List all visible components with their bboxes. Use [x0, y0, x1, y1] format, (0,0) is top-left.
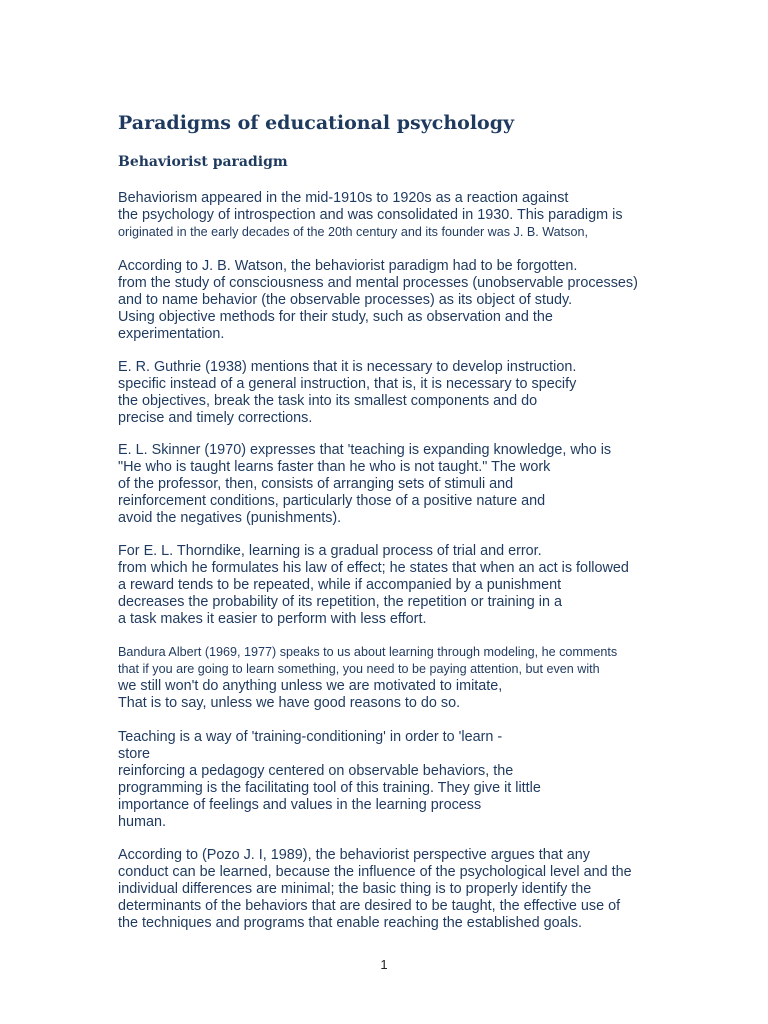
paragraph [118, 729, 541, 831]
text-line: avoid the negatives (punishments). [118, 510, 342, 526]
text-line: the objectives, break the task into its smallest components and do [118, 393, 538, 409]
paragraph [118, 847, 632, 932]
text-line: Teaching is a way of 'training-conditioning' in order to 'learn - [118, 729, 503, 745]
text-line: individual differences are minimal; the basic thing is to properly identify the [118, 881, 592, 897]
text-line: we still won't do anything unless we are motivated to imitate, [118, 678, 503, 694]
paragraph [118, 442, 611, 527]
page-number: 1 [380, 957, 388, 972]
text-line: E. R. Guthrie (1938) mentions that it is necessary to develop instruction. [118, 359, 577, 375]
text-line: specific instead of a general instruction, that is, it is necessary to specify [118, 376, 577, 392]
text-line: that if you are going to learn something, you need to be paying attention, but even with [118, 662, 600, 676]
text-line: E. L. Skinner (1970) expresses that 'teaching is expanding knowledge, who is [118, 442, 612, 458]
document-title: Paradigms of educational psychology [118, 112, 515, 134]
text-line: According to (Pozo J. I, 1989), the behaviorist perspective argues that any [118, 847, 590, 863]
text-line: a reward tends to be repeated, while if accompanied by a punishment [118, 577, 562, 593]
paragraph [118, 258, 638, 343]
paragraph [118, 543, 629, 628]
text-line: importance of feelings and values in the learning process [118, 797, 482, 813]
text-line: a task makes it easier to perform with less effort. [118, 611, 427, 627]
text-line: According to J. B. Watson, the behaviorist paradigm had to be forgotten. [118, 258, 578, 274]
text-line: conduct can be learned, because the influence of the psychological level and the [118, 864, 632, 880]
text-line: reinforcing a pedagogy centered on observable behaviors, the [118, 763, 514, 779]
text-line: For E. L. Thorndike, learning is a gradual process of trial and error. [118, 543, 542, 559]
text-line: from the study of consciousness and mental processes (unobservable processes) [118, 275, 638, 291]
text-line: the techniques and programs that enable reaching the established goals. [118, 915, 583, 931]
text-line: store [118, 746, 150, 762]
text-line: from which he formulates his law of effect; he states that when an act is followed [118, 560, 629, 576]
text-line: reinforcement conditions, particularly those of a positive nature and [118, 493, 546, 509]
text-line: Bandura Albert (1969, 1977) speaks to us about learning through modeling, he comments [118, 645, 618, 659]
paragraph [118, 644, 617, 712]
text-line: programming is the facilitating tool of this training. They give it little [118, 780, 541, 796]
text-line: of the professor, then, consists of arranging sets of stimuli and [118, 476, 514, 492]
section-heading: Behaviorist paradigm [118, 154, 288, 170]
text-line: decreases the probability of its repetition, the repetition or training in a [118, 594, 562, 610]
text-line: the psychology of introspection and was consolidated in 1930. This paradigm is [118, 207, 623, 223]
paragraph [118, 359, 576, 427]
text-line: determinants of the behaviors that are desired to be taught, the effective use of [118, 898, 621, 914]
text-line: Behaviorism appeared in the mid-1910s to 1920s as a reaction against [118, 190, 569, 206]
text-line: precise and timely corrections. [118, 410, 313, 426]
text-line: experimentation. [118, 326, 225, 342]
text-line: "He who is taught learns faster than he who is not taught." The work [118, 459, 551, 475]
text-line: originated in the early decades of the 20th century and its founder was J. B. Watson, [118, 225, 588, 239]
text-line: human. [118, 814, 166, 830]
text-line: That is to say, unless we have good reasons to do so. [118, 695, 461, 711]
paragraph [118, 190, 623, 241]
text-line: Using objective methods for their study, such as observation and the [118, 309, 553, 325]
text-line: and to name behavior (the observable processes) as its object of study. [118, 292, 573, 308]
